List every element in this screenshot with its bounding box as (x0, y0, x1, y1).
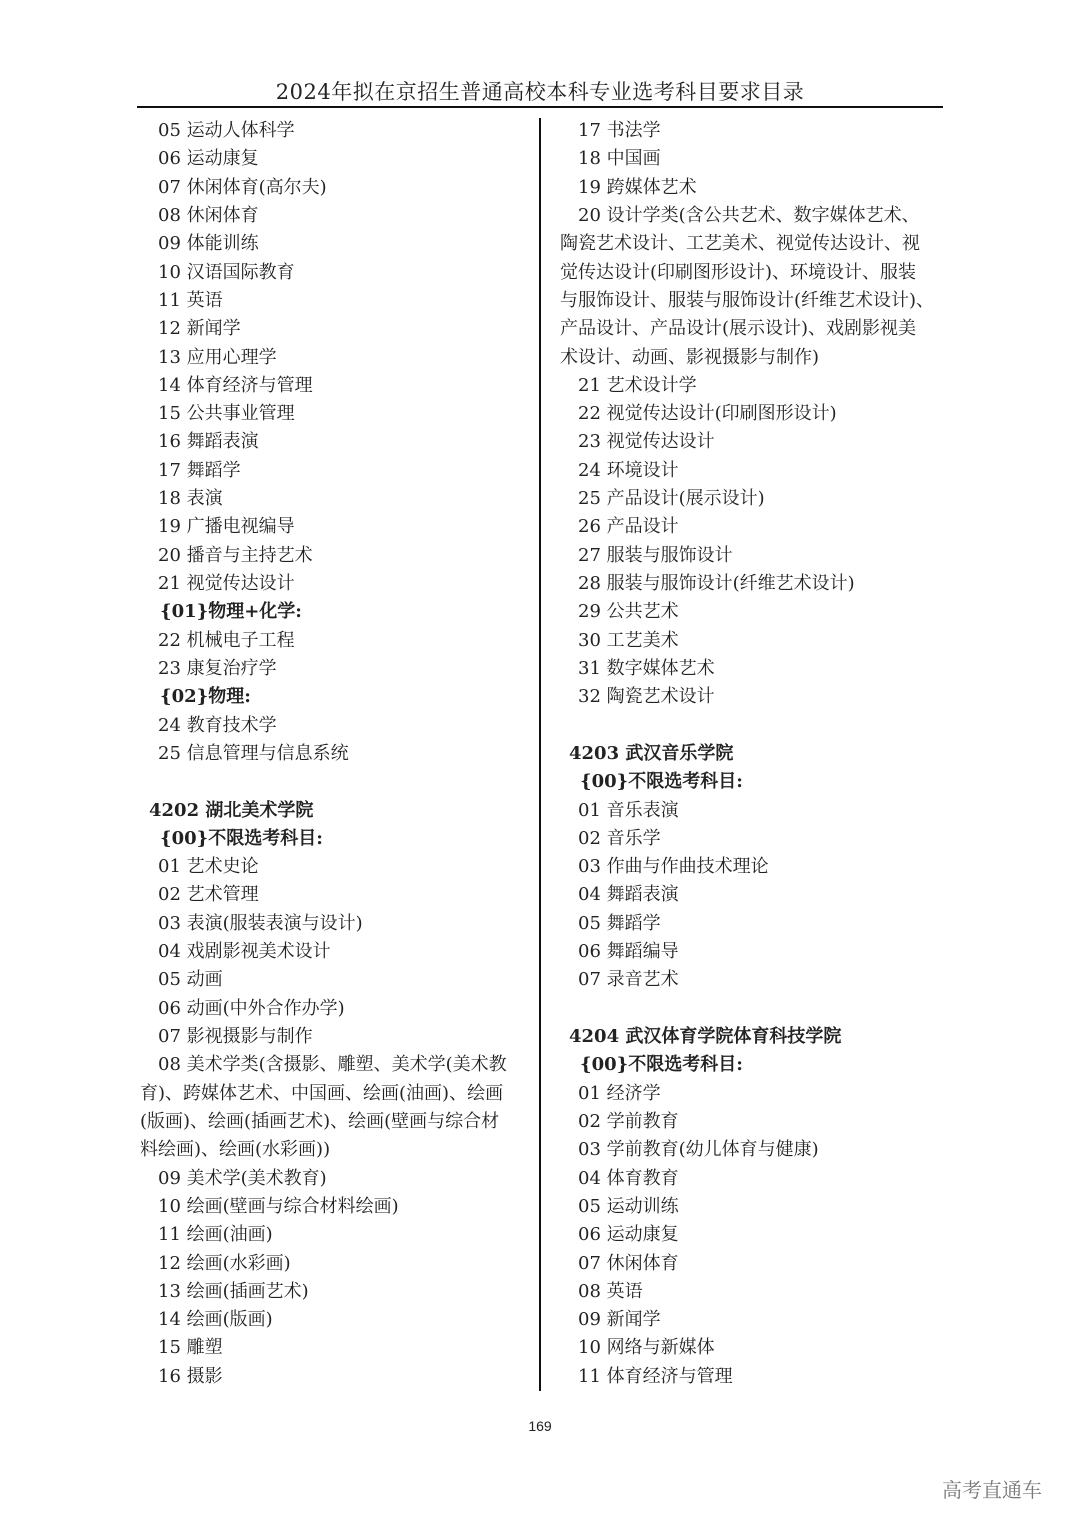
list-item (140, 315, 526, 343)
list-item-line: 17 书法学 (578, 120, 661, 141)
list-item-line: 19 跨媒体艺术 (578, 176, 697, 198)
list-item-line: 27 服装与服饰设计 (578, 544, 733, 566)
list-item-line: 24 环境设计 (578, 459, 679, 481)
list-item (560, 910, 946, 938)
list-item-line: 07 休闲体育 (578, 1252, 679, 1274)
list-item (140, 570, 526, 598)
list-item (140, 202, 526, 230)
spacer (140, 768, 526, 796)
list-item-line: 02 音乐学 (578, 827, 661, 849)
list-item (140, 1250, 526, 1278)
list-item-line: 22 视觉传达设计(印刷图形设计) (578, 403, 837, 425)
list-item-line: 08 英语 (578, 1280, 643, 1302)
list-item (560, 1363, 946, 1391)
list-item-line: 03 作曲与作曲技术理论 (578, 856, 769, 878)
list-item-line: 11 绘画(油画) (158, 1224, 273, 1246)
list-item-line: 01 音乐表演 (578, 799, 679, 821)
list-item-line: 07 休闲体育(高尔夫) (158, 176, 327, 198)
list-item-line: 07 录音艺术 (578, 969, 679, 991)
list-item-line: 24 教育技术学 (158, 714, 277, 736)
list-item-line: 16 舞蹈表演 (158, 431, 259, 453)
watermark: 高考直通车 (942, 1478, 1042, 1502)
left-column (140, 117, 526, 1391)
list-item-line: 术设计、动画、影视摄影与制作) (560, 346, 820, 368)
list-item-line: 料绘画)、绘画(水彩画)) (140, 1139, 331, 1161)
list-item-line: 01 艺术史论 (158, 856, 259, 878)
list-item (560, 117, 946, 145)
list-item-line: 07 影视摄影与制作 (158, 1026, 313, 1047)
list-item-line: 32 陶瓷艺术设计 (578, 686, 715, 708)
list-item-line: 10 汉语国际教育 (158, 261, 295, 283)
list-item (140, 117, 526, 145)
list-item (140, 966, 526, 994)
category-heading: {00}不限选考科目: (160, 827, 323, 849)
list-item (140, 1221, 526, 1249)
list-item (560, 400, 946, 428)
list-item (560, 485, 946, 513)
list-item (560, 1278, 946, 1306)
list-item-line: 23 视觉传达设计 (578, 431, 715, 453)
list-item (560, 542, 946, 570)
list-item-line: 11 英语 (158, 289, 223, 311)
list-item-line: 02 艺术管理 (158, 884, 259, 906)
category-heading: {00}不限选考科目: (580, 771, 743, 793)
category-heading: {00}不限选考科目: (580, 1054, 743, 1076)
list-item-line: 04 舞蹈表演 (578, 884, 679, 906)
list-item-line: 17 舞蹈学 (158, 459, 241, 481)
school-heading: 4202 湖北美术学院 (149, 799, 314, 821)
list-item (140, 712, 526, 740)
list-item (140, 145, 526, 173)
school-heading: 4204 武汉体育学院体育科技学院 (569, 1026, 842, 1047)
list-item-line: 01 经济学 (578, 1082, 661, 1104)
list-item-line: 与服饰设计、服装与服饰设计(纤维艺术设计)、 (560, 289, 935, 311)
list-item-line: 15 公共事业管理 (158, 403, 295, 425)
spacer (560, 712, 946, 740)
list-item (560, 655, 946, 683)
list-item (140, 513, 526, 541)
list-item (140, 230, 526, 258)
list-item (560, 1334, 946, 1362)
list-item-line: 05 运动训练 (578, 1195, 679, 1217)
list-item (140, 1193, 526, 1221)
list-item (140, 853, 526, 881)
right-column (560, 117, 946, 1391)
list-item (140, 1334, 526, 1362)
list-item-line: 20 播音与主持艺术 (158, 544, 313, 566)
list-item-line: 28 服装与服饰设计(纤维艺术设计) (578, 573, 855, 594)
list-item-line: 02 学前教育 (578, 1110, 679, 1132)
list-item-line: 19 广播电视编导 (158, 516, 295, 538)
list-item-line: 13 应用心理学 (158, 346, 277, 368)
list-item-line: 09 新闻学 (578, 1309, 661, 1331)
list-item (560, 627, 946, 655)
list-item-line: 25 产品设计(展示设计) (578, 488, 765, 510)
list-item-line: 08 休闲体育 (158, 204, 259, 226)
list-item-line: 15 雕塑 (158, 1337, 223, 1359)
list-item (560, 1080, 946, 1108)
list-item (560, 1193, 946, 1221)
list-item (560, 598, 946, 626)
list-item-line: 21 艺术设计学 (578, 374, 697, 396)
list-item (140, 344, 526, 372)
list-item (140, 1051, 526, 1164)
list-item (140, 1278, 526, 1306)
list-item-line: 06 运动康复 (578, 1224, 679, 1246)
list-item-line: 14 绘画(版画) (158, 1309, 273, 1331)
list-item-line: 23 康复治疗学 (158, 657, 277, 679)
page-number: 169 (528, 1418, 552, 1434)
list-item (140, 457, 526, 485)
header-rule (137, 106, 943, 108)
column-divider (539, 118, 541, 1391)
list-item-line: 14 体育经济与管理 (158, 374, 313, 396)
list-item (560, 683, 946, 711)
list-item-line: 05 动画 (158, 969, 223, 991)
list-item (560, 428, 946, 456)
list-item (560, 1306, 946, 1334)
list-item-line: 产品设计、产品设计(展示设计)、戏剧影视美 (560, 318, 917, 340)
list-item (140, 287, 526, 315)
list-item-line: 25 信息管理与信息系统 (158, 742, 349, 764)
list-item-line: 10 绘画(壁画与综合材料绘画) (158, 1195, 399, 1217)
list-item (140, 542, 526, 570)
list-item-line: 21 视觉传达设计 (158, 573, 295, 594)
list-item-line: 20 设计学类(含公共艺术、数字媒体艺术、 (578, 204, 920, 226)
list-item-line: 31 数字媒体艺术 (578, 657, 715, 679)
list-item (560, 145, 946, 173)
list-item (140, 428, 526, 456)
list-item-line: 06 动画(中外合作办学) (158, 997, 345, 1019)
list-item (560, 881, 946, 909)
list-item-line: 陶瓷艺术设计、工艺美术、视觉传达设计、视 (560, 233, 920, 255)
list-item-line: 26 产品设计 (578, 516, 679, 538)
list-item-line: 18 表演 (158, 488, 223, 510)
category-heading: {02}物理: (160, 686, 251, 708)
list-item (560, 513, 946, 541)
list-item-line: 觉传达设计(印刷图形设计)、环境设计、服装 (560, 261, 917, 283)
list-item (560, 825, 946, 853)
list-item (560, 1136, 946, 1164)
list-item (560, 853, 946, 881)
list-item-line: 04 戏剧影视美术设计 (158, 941, 331, 963)
list-item (560, 797, 946, 825)
list-item (560, 938, 946, 966)
list-item-line: 13 绘画(插画艺术) (158, 1280, 309, 1302)
list-item-line: 09 体能训练 (158, 233, 259, 255)
list-item (140, 372, 526, 400)
list-item (140, 1165, 526, 1193)
list-item (560, 1221, 946, 1249)
list-item (560, 372, 946, 400)
list-item-line: 12 绘画(水彩画) (158, 1252, 291, 1274)
list-item (140, 485, 526, 513)
category-heading: {01}物理+化学: (160, 601, 302, 623)
list-item-line: 育)、跨媒体艺术、中国画、绘画(油画)、绘画 (140, 1082, 504, 1104)
list-item (140, 627, 526, 655)
list-item (560, 1165, 946, 1193)
list-item-line: 04 体育教育 (578, 1167, 679, 1189)
list-item (140, 995, 526, 1023)
list-item-line: 16 摄影 (158, 1365, 223, 1387)
list-item-line: 03 表演(服装表演与设计) (158, 912, 363, 934)
list-item-line: 29 公共艺术 (578, 601, 679, 623)
list-item (560, 570, 946, 598)
list-item-line: 08 美术学类(含摄影、雕塑、美术学(美术教 (158, 1054, 507, 1076)
school-heading: 4203 武汉音乐学院 (569, 742, 734, 764)
list-item (140, 400, 526, 428)
list-item (140, 1363, 526, 1391)
list-item-line: 05 舞蹈学 (578, 912, 661, 934)
list-item (560, 966, 946, 994)
list-item (140, 174, 526, 202)
list-item-line: 06 运动康复 (158, 148, 259, 170)
list-item (140, 740, 526, 768)
list-item-line: 03 学前教育(幼儿体育与健康) (578, 1139, 819, 1161)
list-item-line: 30 工艺美术 (578, 629, 679, 651)
list-item (140, 881, 526, 909)
list-item-line: 18 中国画 (578, 148, 661, 170)
list-item (560, 1108, 946, 1136)
list-item (560, 202, 946, 372)
list-item (140, 259, 526, 287)
list-item-line: 09 美术学(美术教育) (158, 1167, 327, 1189)
list-item (140, 1306, 526, 1334)
list-item-line: 11 体育经济与管理 (578, 1365, 733, 1387)
list-item (140, 910, 526, 938)
list-item-line: 10 网络与新媒体 (578, 1337, 715, 1359)
list-item (560, 457, 946, 485)
list-item-line: 22 机械电子工程 (158, 629, 295, 651)
spacer (560, 995, 946, 1023)
list-item-line: 06 舞蹈编导 (578, 941, 679, 963)
list-item-line: 05 运动人体科学 (158, 120, 295, 141)
list-item-line: (版画)、绘画(插画艺术)、绘画(壁画与综合材 (140, 1110, 500, 1132)
list-item (560, 1250, 946, 1278)
list-item (140, 938, 526, 966)
page-title: 2024年拟在京招生普通高校本科专业选考科目要求目录 (275, 80, 805, 104)
list-item (140, 1023, 526, 1051)
list-item-line: 12 新闻学 (158, 318, 241, 340)
list-item (560, 174, 946, 202)
list-item (140, 655, 526, 683)
